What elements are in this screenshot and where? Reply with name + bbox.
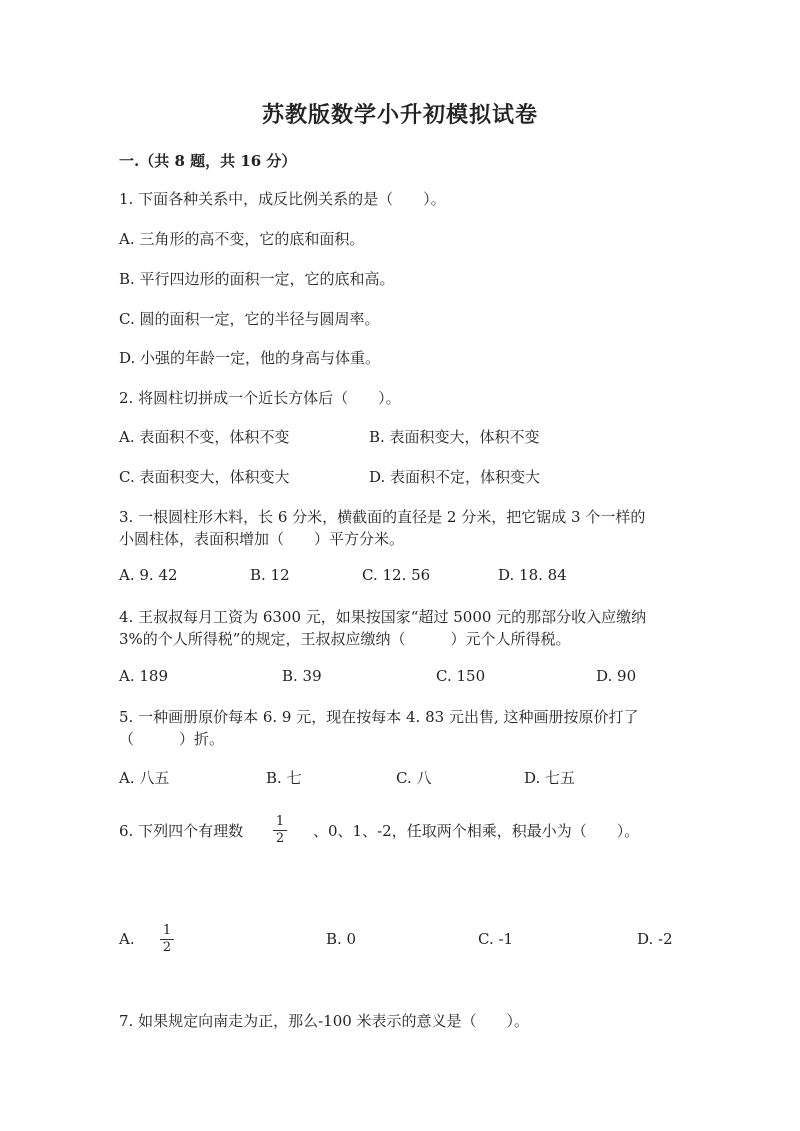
question-2-option-c: C. 表面积变大，体积变大 <box>119 468 290 486</box>
question-4-option-c: C. 150 <box>436 667 486 685</box>
question-2-option-b: B. 表面积变大，体积不变 <box>369 428 540 446</box>
question-4-option-d: D. 90 <box>596 667 637 685</box>
question-6-stem-prefix: 6. 下列四个有理数 <box>119 822 244 840</box>
question-1-option-c: C. 圆的面积一定，它的半径与圆周率。 <box>119 310 380 328</box>
question-3-option-a: A. 9. 42 <box>119 566 178 584</box>
question-2-option-a: A. 表面积不变，体积不变 <box>119 428 290 446</box>
question-1-option-a: A. 三角形的高不变，它的底和面积。 <box>119 230 365 248</box>
question-5-stem-line1: 5. 一种画册原价每本 6. 9 元，现在按每本 4. 83 元出售, 这种画册按原价打了 <box>119 708 639 726</box>
question-5-option-b: B. 七 <box>266 769 302 787</box>
question-4-stem-line2: 3%的个人所得税”的规定，王叔叔应缴纳（ ）元个人所得税。 <box>119 630 571 648</box>
question-6-option-b: B. 0 <box>326 930 357 948</box>
question-3-stem-line2: 小圆柱体，表面积增加（ ）平方分米。 <box>119 530 405 548</box>
fraction-denominator: 2 <box>275 831 285 846</box>
question-7-stem: 7. 如果规定向南走为正，那么-100 米表示的意义是（ ）。 <box>119 1012 530 1030</box>
question-6-option-a: A. <box>119 930 135 948</box>
question-1-option-b: B. 平行四边形的面积一定，它的底和高。 <box>119 270 395 288</box>
question-1-option-d: D. 小强的年龄一定，他的身高与体重。 <box>119 349 381 367</box>
page-title: 苏教版数学小升初模拟试卷 <box>261 102 538 128</box>
fraction-numerator: 1 <box>162 923 172 938</box>
question-4-option-a: A. 189 <box>119 667 168 685</box>
question-6-option-d: D. -2 <box>637 930 673 948</box>
fraction-numerator: 1 <box>275 814 285 829</box>
section-heading: 一.（共 8 题，共 16 分） <box>119 152 297 170</box>
question-6-option-c: C. -1 <box>478 930 514 948</box>
question-2-option-d: D. 表面积不定，体积变大 <box>369 468 541 486</box>
question-3-option-c: C. 12. 56 <box>362 566 431 584</box>
question-5-option-c: C. 八 <box>396 769 432 787</box>
option-a-fraction <box>160 924 174 955</box>
question-3-option-b: B. 12 <box>250 566 290 584</box>
question-5-option-d: D. 七五 <box>524 769 576 787</box>
question-5-option-a: A. 八五 <box>119 769 170 787</box>
question-2-stem: 2. 将圆柱切拼成一个近长方体后（ ）。 <box>119 389 401 407</box>
question-3-stem-line1: 3. 一根圆柱形木料，长 6 分米，横截面的直径是 2 分米，把它锯成 3 个一样的 <box>119 508 646 526</box>
question-5-stem-line2: （ ）折。 <box>119 730 225 748</box>
question-6-stem-suffix: 、0、1、-2，任取两个相乘，积最小为（ ）。 <box>313 822 640 840</box>
question-4-option-b: B. 39 <box>282 667 322 685</box>
fraction-denominator: 2 <box>162 940 172 955</box>
question-1-stem: 1. 下面各种关系中，成反比例关系的是（ ）。 <box>119 190 446 208</box>
fraction-half <box>273 815 287 846</box>
question-4-stem-line1: 4. 王叔叔每月工资为 6300 元，如果按国家“超过 5000 元的那部分收入应缴纳 <box>119 608 647 626</box>
question-3-option-d: D. 18. 84 <box>498 566 567 584</box>
